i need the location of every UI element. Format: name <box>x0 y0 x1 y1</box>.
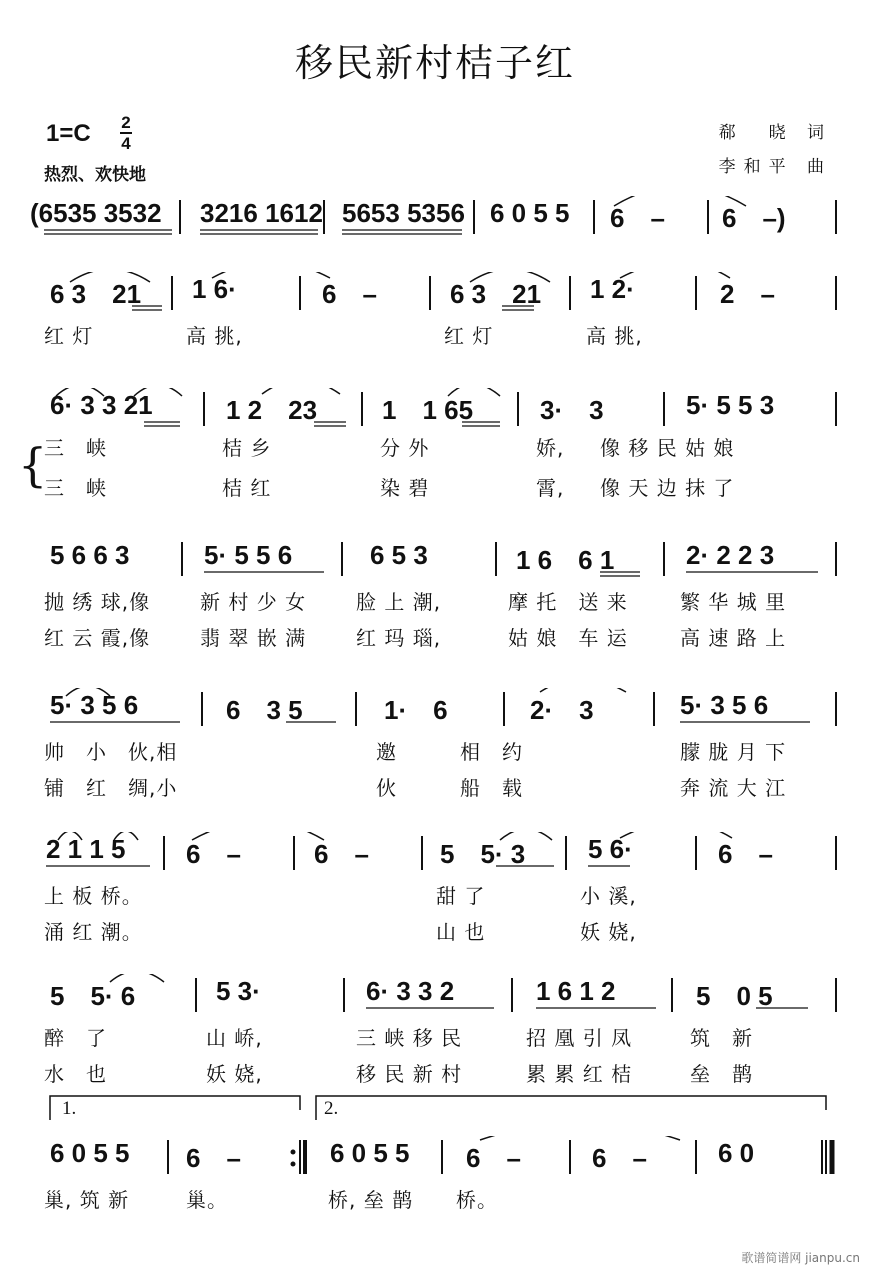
measure: 6 3 21 <box>50 279 142 309</box>
lyric-phrase: 醉 了 <box>44 1026 107 1050</box>
measure: (6535 3532 <box>30 198 162 228</box>
lyric-line-verse-2 <box>0 472 870 500</box>
lyric-phrase: 甜 了 <box>436 884 486 908</box>
lyric-phrase: 山 峤, <box>206 1026 263 1050</box>
volta-brackets <box>0 1090 870 1130</box>
measure: 5· 3 5 6 <box>50 690 139 720</box>
measure: 1 6· <box>192 274 237 304</box>
measure: 5· 5 5 3 <box>686 390 775 420</box>
lyric-phrase: 帅 小 伙,相 <box>44 740 178 764</box>
measure: 2 – <box>720 279 775 309</box>
measure: 6 – <box>592 1143 647 1173</box>
measure: 3· 3 <box>540 395 604 425</box>
lyric-phrase: 铺 红 绸,小 <box>44 776 178 800</box>
measure: 6 3 21 <box>450 279 542 309</box>
measure: 2 1 1 5 <box>46 834 126 864</box>
lyric-phrase: 摩 托 送 来 <box>508 590 628 614</box>
lyric-phrase: 邀 <box>376 740 397 764</box>
measure: 6 – <box>186 839 241 869</box>
lyric-line <box>0 1184 870 1212</box>
repeat-sign <box>300 1140 305 1174</box>
measure: 6 0 5 5 <box>330 1138 410 1168</box>
lyric-line-verse-1 <box>0 586 870 614</box>
lyric-phrase: 桔 乡 <box>222 436 272 460</box>
lyric-line-verse-1 <box>0 1022 870 1050</box>
lyric-phrase: 垒 鹊 <box>690 1062 753 1086</box>
lyric-phrase: 招 凰 引 凤 <box>526 1026 633 1050</box>
lyric-phrase: 水 也 <box>44 1062 107 1086</box>
measure: 1 6 6 1 <box>516 545 615 575</box>
measure: 5 5· 3 <box>440 839 526 869</box>
lyric-line-verse-1 <box>0 432 870 460</box>
measure: 6 3 5 <box>226 695 303 725</box>
lyric-line-verse-2 <box>0 772 870 800</box>
lyric-phrase: 红 灯 <box>44 324 94 348</box>
lyric-phrase: 姑 娘 车 运 <box>508 626 628 650</box>
measure: 6· 3 3 2 <box>366 976 455 1006</box>
lyric-phrase: 像 天 边 抹 了 <box>600 476 735 500</box>
song-title: 移民新村桔子红 <box>294 41 575 85</box>
lyric-line-verse-1 <box>0 736 870 764</box>
lyric-line-verse-1 <box>0 880 870 908</box>
lyric-phrase: 红 玛 瑙, <box>356 626 442 650</box>
lyric-phrase: 涌 红 潮。 <box>44 920 143 944</box>
measure: 5 3· <box>216 976 261 1006</box>
lyric-line <box>0 320 870 348</box>
measure: 6 – <box>466 1143 521 1173</box>
measure: 5 6 6 3 <box>50 540 130 570</box>
lyric-phrase: 上 板 桥。 <box>44 884 143 908</box>
time-signature <box>120 114 132 152</box>
barlines-row-1 <box>0 196 870 256</box>
measure: 6 – <box>718 839 773 869</box>
lyric-phrase: 染 碧 <box>380 476 430 500</box>
lyric-phrase: 桥。 <box>456 1188 498 1212</box>
lyric-phrase: 桥, 垒 鹊 <box>328 1188 414 1212</box>
lyric-phrase: 三 峡 <box>44 476 107 500</box>
time-signature-bottom: 4 <box>121 134 131 153</box>
lyric-phrase: 红 灯 <box>444 324 494 348</box>
lyric-phrase: 像 移 民 姑 娘 <box>600 436 735 460</box>
key-signature: 1=C <box>46 120 91 147</box>
measure: 5 5· 6 <box>50 981 136 1011</box>
tempo-marking: 热烈、欢快地 <box>44 165 146 185</box>
lyric-phrase: 抛 绣 球,像 <box>44 590 151 614</box>
measure: 1 1 65 <box>382 395 474 425</box>
lyric-phrase: 相 约 <box>460 740 523 764</box>
measure: 6 5 3 <box>370 540 428 570</box>
lyric-phrase: 伙 <box>376 776 397 800</box>
lyric-phrase: 妖 娆, <box>580 920 637 944</box>
measure: 3216 1612 <box>200 198 323 228</box>
measure: 5· 5 5 6 <box>204 540 293 570</box>
first-ending-label: 1. <box>62 1098 77 1119</box>
site-watermark: 歌谱简谱网 jianpu.cn <box>741 1251 860 1265</box>
lyric-phrase: 朦 胧 月 下 <box>680 740 787 764</box>
measure: 6 – <box>322 279 377 309</box>
measure: 6 0 5 5 <box>50 1138 130 1168</box>
measure: 5 6· <box>588 834 633 864</box>
lyric-phrase: 高 挑, <box>186 324 243 348</box>
measure: 5 0 5 <box>696 981 773 1011</box>
measure: 5· 3 5 6 <box>680 690 769 720</box>
time-signature-top: 2 <box>121 113 131 132</box>
lyric-line-verse-2 <box>0 1058 870 1086</box>
lyric-phrase: 奔 流 大 江 <box>680 776 787 800</box>
lyric-line-verse-2 <box>0 622 870 650</box>
measure: 2· 2 2 3 <box>686 540 775 570</box>
composer-credit: 李和平 曲 <box>718 157 832 177</box>
lyric-phrase: 新 村 少 女 <box>200 590 307 614</box>
measure: 6 –) <box>722 203 786 233</box>
lyric-phrase: 繁 华 城 里 <box>680 590 787 614</box>
lyric-phrase: 船 载 <box>460 776 523 800</box>
measure: 6· 3 3 21 <box>50 390 153 420</box>
lyric-phrase: 娇, <box>536 436 565 460</box>
measure: 1 6 1 2 <box>536 976 616 1006</box>
measure: 6 – <box>314 839 369 869</box>
lyric-phrase: 小 溪, <box>580 884 637 908</box>
final-barline <box>826 1140 832 1174</box>
lyric-phrase: 桔 红 <box>222 476 272 500</box>
lyric-phrase: 三 峡 移 民 <box>356 1026 463 1050</box>
lyric-phrase: 山 也 <box>436 920 486 944</box>
measure: 1· 6 <box>384 695 448 725</box>
measure: 6 0 <box>718 1138 755 1168</box>
lyric-phrase: 巢, 筑 新 <box>44 1188 130 1212</box>
measure: 1 2 23 <box>226 395 318 425</box>
measure: 6 – <box>610 203 665 233</box>
lyric-phrase: 翡 翠 嵌 满 <box>200 626 307 650</box>
measure: 6 0 5 5 <box>490 198 570 228</box>
lyric-phrase: 移 民 新 村 <box>356 1062 463 1086</box>
lyric-phrase: 脸 上 潮, <box>356 590 442 614</box>
measure: 1 2· <box>590 274 635 304</box>
measure: 2· 3 <box>530 695 594 725</box>
lyric-phrase: 巢。 <box>186 1188 228 1212</box>
lyric-phrase: 三 峡 <box>44 436 107 460</box>
lyric-phrase: 分 外 <box>380 436 430 460</box>
measure: 5653 5356 <box>342 198 465 228</box>
lyric-phrase: 红 云 霞,像 <box>44 626 151 650</box>
lyric-line-verse-2 <box>0 916 870 944</box>
verse-brace: { <box>18 438 48 492</box>
second-ending-label: 2. <box>324 1098 339 1119</box>
lyric-phrase: 高 速 路 上 <box>680 626 787 650</box>
lyric-phrase: 筑 新 <box>690 1026 753 1050</box>
lyric-phrase: 霄, <box>536 476 565 500</box>
lyric-phrase: 妖 娆, <box>206 1062 263 1086</box>
measure: 6 – <box>186 1143 241 1173</box>
lyricist-credit: 郗 晓 词 <box>718 123 832 143</box>
lyric-phrase: 累 累 红 桔 <box>526 1062 633 1086</box>
lyric-phrase: 高 挑, <box>586 324 643 348</box>
